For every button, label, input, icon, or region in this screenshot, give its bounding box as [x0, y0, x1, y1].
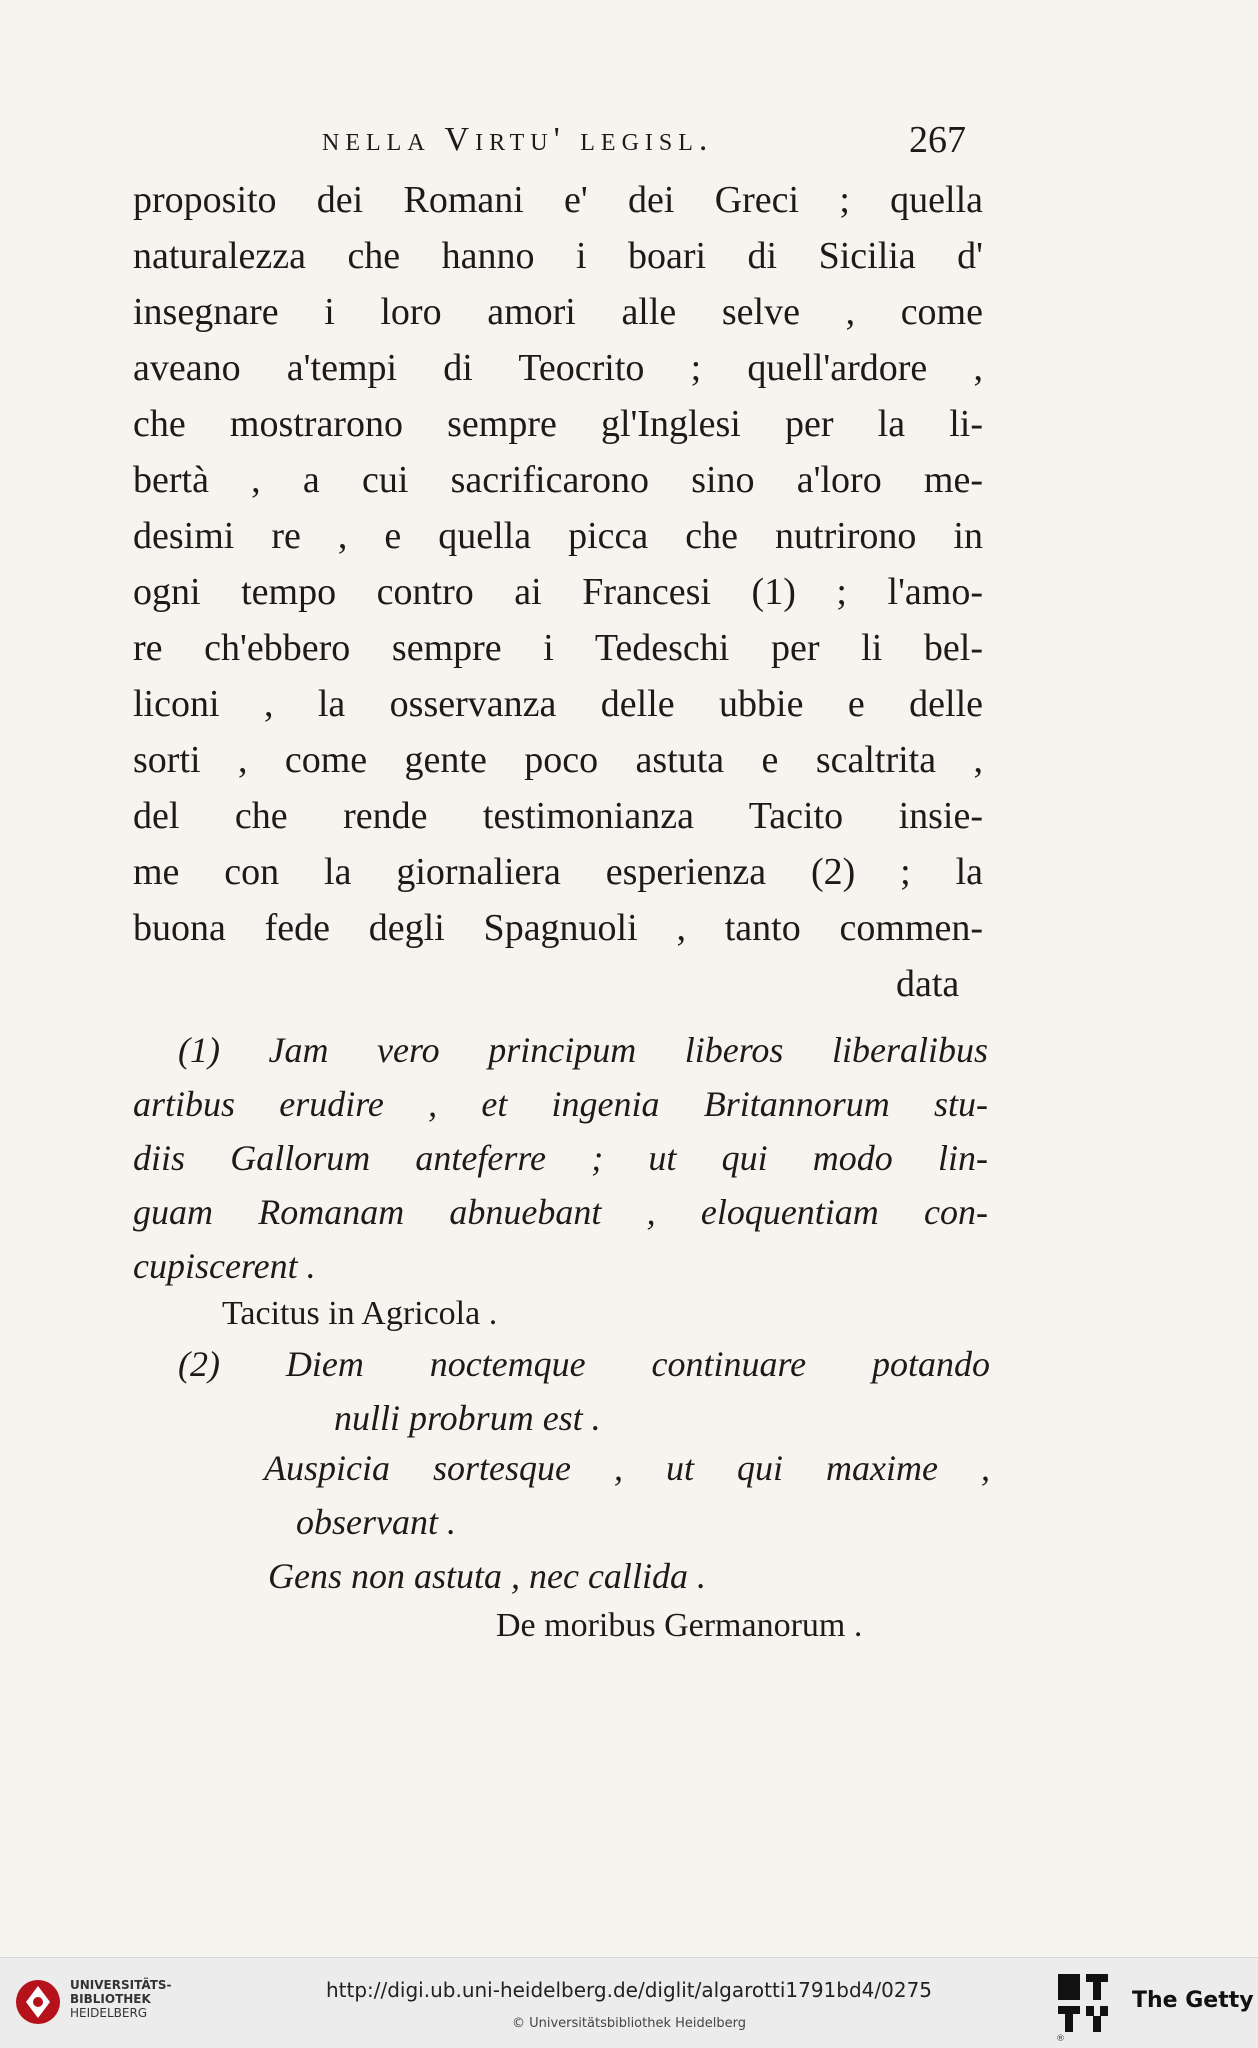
body-line: proposito dei Romani e' dei Greci ; quella [133, 179, 983, 221]
getty-label[interactable]: The Getty [1132, 1988, 1254, 2013]
footnote-1-line: artibus erudire , et ingenia Britannorum stu- [133, 1084, 988, 1124]
footnote-2b-line: observant . [296, 1502, 456, 1542]
body-line: ogni tempo contro ai Francesi (1) ; l'amo- [133, 571, 983, 613]
getty-logo-icon [1056, 1972, 1112, 2034]
body-line: me con la giornaliera esperienza (2) ; la [133, 851, 983, 893]
footnote-2-line: (2) Diem noctemque continuare potando [178, 1344, 990, 1384]
body-line: liconi , la osservanza delle ubbie e delle [133, 683, 983, 725]
body-line: del che rende testimonianza Tacito insie- [133, 795, 983, 837]
copyright-notice: © Universitätsbibliothek Heidelberg [511, 2016, 746, 2031]
registered-mark: ® [1056, 2034, 1065, 2044]
footnote-1-source: Tacitus in Agricola . [222, 1295, 498, 1332]
viewer-footer [0, 1957, 1258, 2048]
library-name: UNIVERSITÄTS- BIBLIOTHEK HEIDELBERG [70, 1978, 172, 2020]
footnote-1-line: (1) Jam vero principum liberos liberalibus [178, 1030, 988, 1070]
body-line: naturalezza che hanno i boari di Sicilia d' [133, 235, 983, 277]
permalink-url[interactable]: http://digi.ub.uni-heidelberg.de/diglit/algarotti1791bd4/0275 [325, 1978, 933, 2002]
footnote-1-line: diis Gallorum anteferre ; ut qui modo lin- [133, 1138, 988, 1178]
body-line: sorti , come gente poco astuta e scaltrita , [133, 739, 983, 781]
running-title: nella Virtu' legisl. [322, 121, 714, 158]
footnote-2c-line: Gens non astuta , nec callida . [268, 1556, 706, 1596]
body-line: che mostrarono sempre gl'Inglesi per la li- [133, 403, 983, 445]
footnote-2b-line: Auspicia sortesque , ut qui maxime , [264, 1448, 990, 1488]
catchword: data [896, 963, 960, 1005]
body-line: re ch'ebbero sempre i Tedeschi per li bel- [133, 627, 983, 669]
footnote-1-line: cupiscerent . [133, 1246, 316, 1286]
footnote-1-line: guam Romanam abnuebant , eloquentiam con- [133, 1192, 988, 1232]
footnote-2-source: De moribus Germanorum . [496, 1607, 863, 1644]
body-line: desimi re , e quella picca che nutrirono in [133, 515, 983, 557]
body-line: insegnare i loro amori alle selve , come [133, 291, 983, 333]
page-number: 267 [909, 119, 966, 161]
body-line: aveano a'tempi di Teocrito ; quell'ardore , [133, 347, 983, 389]
body-line: buona fede degli Spagnuoli , tanto commen- [133, 907, 983, 949]
footnote-2-line: nulli probrum est . [334, 1398, 601, 1438]
body-line: bertà , a cui sacrificarono sino a'loro me- [133, 459, 983, 501]
